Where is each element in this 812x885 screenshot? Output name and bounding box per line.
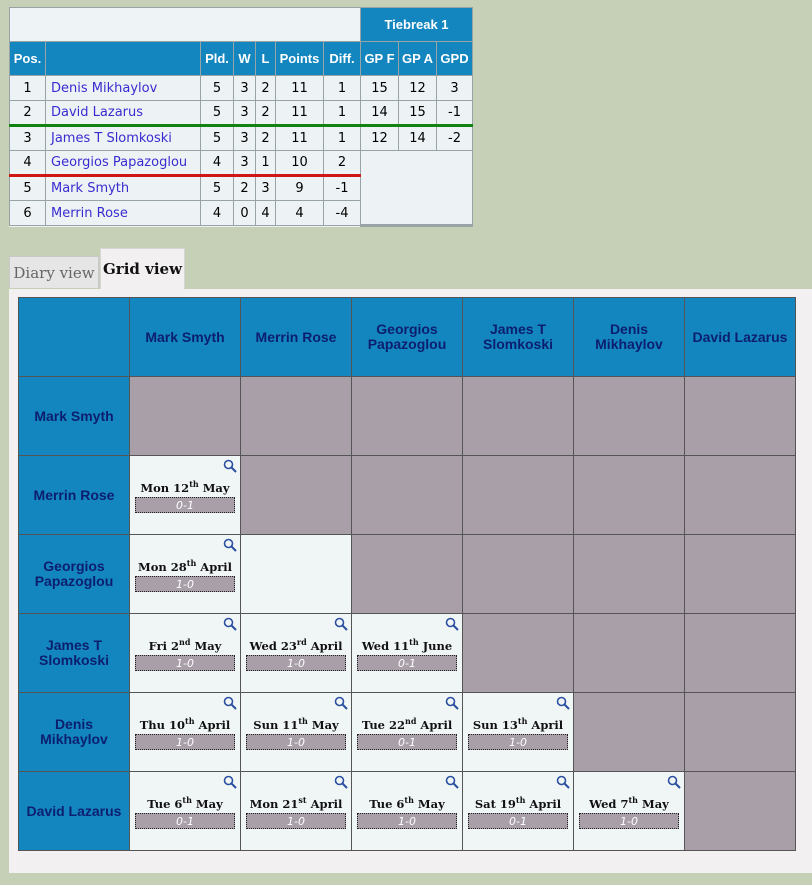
- row-player-header: [19, 693, 130, 772]
- l-cell: 4: [256, 201, 276, 226]
- date-suffix: th: [182, 795, 192, 805]
- date-month: May: [191, 796, 223, 811]
- match-cell[interactable]: [241, 772, 352, 851]
- magnifier-icon[interactable]: [556, 695, 570, 709]
- date-day: Mon 28: [137, 559, 187, 574]
- match-cell[interactable]: [241, 614, 352, 693]
- date-month: April: [416, 717, 453, 732]
- pos-cell: 5: [10, 176, 46, 201]
- player-name-line: Denis: [609, 321, 649, 337]
- diff-cell: 1: [324, 76, 361, 101]
- unplayed-match-cell: [241, 535, 352, 614]
- magnifier-icon[interactable]: [223, 616, 237, 630]
- standings-row: [10, 76, 473, 101]
- date-day: Sun 11: [253, 717, 299, 732]
- standings-row: [10, 151, 473, 176]
- match-result[interactable]: 0-1: [468, 813, 568, 829]
- grid-row: [19, 377, 796, 456]
- unavailable-cell: [574, 456, 685, 535]
- grid-row: [19, 614, 796, 693]
- magnifier-icon[interactable]: [223, 695, 237, 709]
- date-suffix: rd: [296, 637, 307, 647]
- unavailable-cell: [685, 772, 796, 851]
- match-date: [130, 558, 240, 574]
- l-cell: 3: [256, 176, 276, 201]
- unavailable-cell: [463, 377, 574, 456]
- gpf-cell: 14: [361, 101, 399, 126]
- grid-header-row: [19, 298, 796, 377]
- match-result[interactable]: 1-0: [246, 813, 346, 829]
- date-month: April: [196, 559, 233, 574]
- row-player-header: [19, 535, 130, 614]
- unavailable-cell: [574, 614, 685, 693]
- magnifier-icon[interactable]: [334, 695, 348, 709]
- column-player-header: [574, 298, 685, 377]
- match-result[interactable]: 0-1: [357, 655, 457, 671]
- match-cell[interactable]: [352, 772, 463, 851]
- date-month: May: [413, 796, 445, 811]
- match-cell[interactable]: [352, 614, 463, 693]
- match-result[interactable]: 1-0: [357, 813, 457, 829]
- match-date: [241, 716, 351, 732]
- match-result[interactable]: 1-0: [135, 576, 235, 592]
- match-date: [130, 479, 240, 495]
- date-suffix: nd: [405, 716, 417, 726]
- unavailable-cell: [685, 456, 796, 535]
- grid-row: [19, 535, 796, 614]
- points-cell: 10: [276, 151, 324, 176]
- gpa-cell: 12: [399, 76, 437, 101]
- match-date: [352, 716, 462, 732]
- match-date: [463, 716, 573, 732]
- w-cell: 3: [234, 76, 256, 101]
- row-player-header: [19, 772, 130, 851]
- player-link[interactable]: David Lazarus: [46, 101, 201, 126]
- grid-row: [19, 693, 796, 772]
- unavailable-cell: [241, 377, 352, 456]
- row-player-header: [19, 377, 130, 456]
- pos-cell: 6: [10, 201, 46, 226]
- gpd-cell: 3: [437, 76, 473, 101]
- player-name-line: Mikhaylov: [40, 731, 108, 747]
- date-suffix: th: [189, 479, 199, 489]
- diff-cell: 2: [324, 151, 361, 176]
- date-month: April: [306, 796, 343, 811]
- l-cell: 1: [256, 151, 276, 176]
- unavailable-cell: [574, 693, 685, 772]
- grid-row: [19, 456, 796, 535]
- standings-blank-header: [10, 8, 361, 42]
- w-cell: 2: [234, 176, 256, 201]
- diff-cell: -4: [324, 201, 361, 226]
- unavailable-cell: [685, 693, 796, 772]
- date-month: May: [637, 796, 669, 811]
- unavailable-cell: [685, 535, 796, 614]
- date-day: Tue 6: [147, 796, 183, 811]
- magnifier-icon[interactable]: [445, 616, 459, 630]
- match-date: [241, 637, 351, 653]
- unavailable-cell: [685, 377, 796, 456]
- grid-corner: [19, 298, 130, 377]
- match-result[interactable]: 0-1: [135, 813, 235, 829]
- pos-cell: 2: [10, 101, 46, 126]
- magnifier-icon[interactable]: [223, 774, 237, 788]
- diff-cell: -1: [324, 176, 361, 201]
- col-pld: Pld.: [201, 42, 234, 76]
- match-cell[interactable]: [130, 614, 241, 693]
- l-cell: 2: [256, 101, 276, 126]
- unavailable-cell: [130, 377, 241, 456]
- tab-diary-view[interactable]: Diary view: [9, 256, 99, 288]
- pld-cell: 5: [201, 176, 234, 201]
- tiebreak-header: Tiebreak 1: [361, 8, 473, 42]
- gpf-cell: 15: [361, 76, 399, 101]
- player-name-line: Merrin Rose: [33, 486, 115, 503]
- date-day: Thu 10: [139, 717, 185, 732]
- unavailable-cell: [352, 535, 463, 614]
- magnifier-icon[interactable]: [223, 458, 237, 472]
- date-suffix: th: [628, 795, 638, 805]
- col-l: L: [256, 42, 276, 76]
- pos-cell: 1: [10, 76, 46, 101]
- pld-cell: 4: [201, 201, 234, 226]
- col-name: [46, 42, 201, 76]
- match-date: [352, 795, 462, 811]
- match-date: [574, 795, 684, 811]
- magnifier-icon[interactable]: [223, 537, 237, 551]
- pld-cell: 5: [201, 101, 234, 126]
- gpa-cell: 14: [399, 126, 437, 151]
- player-name-line: James T: [45, 637, 103, 653]
- match-cell[interactable]: [130, 456, 241, 535]
- standings-column-headers: [10, 42, 473, 76]
- tiebreak-empty-cell: [361, 151, 473, 226]
- diff-cell: 1: [324, 101, 361, 126]
- match-date: [241, 795, 351, 811]
- magnifier-icon[interactable]: [445, 774, 459, 788]
- magnifier-icon[interactable]: [445, 695, 459, 709]
- gpa-cell: 15: [399, 101, 437, 126]
- match-result[interactable]: 0-1: [135, 497, 235, 513]
- row-player-header: [19, 456, 130, 535]
- column-player-header: [352, 298, 463, 377]
- match-result[interactable]: 1-0: [579, 813, 679, 829]
- pos-cell: 3: [10, 126, 46, 151]
- points-cell: 11: [276, 76, 324, 101]
- diff-cell: 1: [324, 126, 361, 151]
- match-result[interactable]: 0-1: [357, 734, 457, 750]
- player-link[interactable]: Merrin Rose: [46, 201, 201, 226]
- w-cell: 0: [234, 201, 256, 226]
- player-name-line: David Lazarus: [26, 802, 122, 819]
- date-day: Sat 19: [474, 796, 516, 811]
- unavailable-cell: [463, 456, 574, 535]
- unavailable-cell: [574, 535, 685, 614]
- col-gpd: GPD: [437, 42, 473, 76]
- player-name-line: Slomkoski: [482, 336, 554, 352]
- pos-cell: 4: [10, 151, 46, 176]
- unavailable-cell: [352, 456, 463, 535]
- player-name-line: Mark Smyth: [34, 407, 114, 424]
- points-cell: 11: [276, 126, 324, 151]
- date-suffix: th: [185, 716, 195, 726]
- date-month: June: [418, 638, 453, 653]
- match-cell[interactable]: [130, 693, 241, 772]
- match-cell[interactable]: [130, 535, 241, 614]
- match-result[interactable]: 1-0: [246, 655, 346, 671]
- player-name-line: Georgios: [376, 321, 438, 337]
- w-cell: 3: [234, 126, 256, 151]
- player-name-line: Merrin Rose: [255, 328, 337, 345]
- player-link[interactable]: Denis Mikhaylov: [46, 76, 201, 101]
- column-player-header: [130, 298, 241, 377]
- date-day: Mon 12: [140, 480, 190, 495]
- col-gpa: GP A: [399, 42, 437, 76]
- unavailable-cell: [241, 456, 352, 535]
- match-result[interactable]: 1-0: [468, 734, 568, 750]
- date-day: Wed 11: [361, 638, 410, 653]
- match-cell[interactable]: [352, 693, 463, 772]
- date-month: May: [198, 480, 230, 495]
- date-month: May: [307, 717, 339, 732]
- pld-cell: 5: [201, 76, 234, 101]
- date-day: Tue 22: [361, 717, 405, 732]
- l-cell: 2: [256, 126, 276, 151]
- magnifier-icon[interactable]: [334, 616, 348, 630]
- magnifier-icon[interactable]: [334, 774, 348, 788]
- points-cell: 11: [276, 101, 324, 126]
- date-suffix: nd: [179, 637, 191, 647]
- match-date: [463, 795, 573, 811]
- gpd-cell: -1: [437, 101, 473, 126]
- col-w: W: [234, 42, 256, 76]
- standings-row: [10, 101, 473, 126]
- results-grid: [18, 297, 796, 851]
- player-name-line: Slomkoski: [38, 652, 110, 668]
- unavailable-cell: [352, 377, 463, 456]
- player-name-line: David Lazarus: [692, 328, 788, 345]
- match-cell[interactable]: [130, 772, 241, 851]
- match-result[interactable]: 1-0: [135, 655, 235, 671]
- column-player-header: [241, 298, 352, 377]
- column-player-header: [463, 298, 574, 377]
- col-pos: Pos.: [10, 42, 46, 76]
- player-link[interactable]: Mark Smyth: [46, 176, 201, 201]
- gpf-cell: 12: [361, 126, 399, 151]
- match-date: [130, 795, 240, 811]
- player-link[interactable]: Georgios Papazoglou: [46, 151, 201, 176]
- date-suffix: th: [186, 558, 197, 568]
- date-month: April: [306, 638, 343, 653]
- magnifier-icon[interactable]: [667, 774, 681, 788]
- points-cell: 4: [276, 201, 324, 226]
- date-day: Fri 2: [148, 638, 180, 653]
- date-month: April: [194, 717, 231, 732]
- tab-grid-view[interactable]: Grid view: [100, 248, 185, 289]
- player-name-line: Mark Smyth: [145, 328, 225, 345]
- points-cell: 9: [276, 176, 324, 201]
- player-name-line: Papazoglou: [34, 573, 114, 589]
- player-name-line: Mikhaylov: [595, 336, 663, 352]
- date-month: April: [525, 796, 562, 811]
- date-day: Wed 7: [589, 796, 629, 811]
- player-name-line: Georgios: [43, 558, 105, 574]
- player-link[interactable]: James T Slomkoski: [46, 126, 201, 151]
- player-name-line: Papazoglou: [367, 336, 447, 352]
- w-cell: 3: [234, 151, 256, 176]
- date-suffix: th: [517, 716, 528, 726]
- w-cell: 3: [234, 101, 256, 126]
- gpd-cell: -2: [437, 126, 473, 151]
- grid-view-panel: [9, 289, 812, 873]
- grid-row: [19, 772, 796, 851]
- match-cell[interactable]: [241, 693, 352, 772]
- row-player-header: [19, 614, 130, 693]
- date-suffix: th: [515, 795, 526, 805]
- standings-row: [10, 126, 473, 151]
- magnifier-icon[interactable]: [556, 774, 570, 788]
- player-name-line: Denis: [54, 716, 94, 732]
- pld-cell: 5: [201, 126, 234, 151]
- date-suffix: st: [298, 795, 307, 805]
- standings-table: [9, 7, 473, 227]
- match-date: [130, 637, 240, 653]
- unavailable-cell: [574, 377, 685, 456]
- date-day: Wed 23: [249, 638, 297, 653]
- l-cell: 2: [256, 76, 276, 101]
- date-suffix: th: [298, 716, 308, 726]
- match-date: [352, 637, 462, 653]
- date-day: Mon 21: [249, 796, 299, 811]
- date-month: May: [190, 638, 222, 653]
- column-player-header: [685, 298, 796, 377]
- date-month: April: [527, 717, 564, 732]
- date-day: Sun 13: [472, 717, 518, 732]
- match-cell[interactable]: [574, 772, 685, 851]
- col-gpf: GP F: [361, 42, 399, 76]
- match-cell[interactable]: [463, 693, 574, 772]
- pld-cell: 4: [201, 151, 234, 176]
- col-diff: Diff.: [324, 42, 361, 76]
- unavailable-cell: [463, 614, 574, 693]
- player-name-line: James T: [489, 321, 547, 337]
- match-cell[interactable]: [463, 772, 574, 851]
- unavailable-cell: [685, 614, 796, 693]
- match-result[interactable]: 1-0: [246, 734, 346, 750]
- date-suffix: th: [409, 637, 419, 647]
- match-date: [130, 716, 240, 732]
- date-day: Tue 6: [369, 796, 405, 811]
- match-result[interactable]: 1-0: [135, 734, 235, 750]
- col-points: Points: [276, 42, 324, 76]
- date-suffix: th: [404, 795, 414, 805]
- unavailable-cell: [463, 535, 574, 614]
